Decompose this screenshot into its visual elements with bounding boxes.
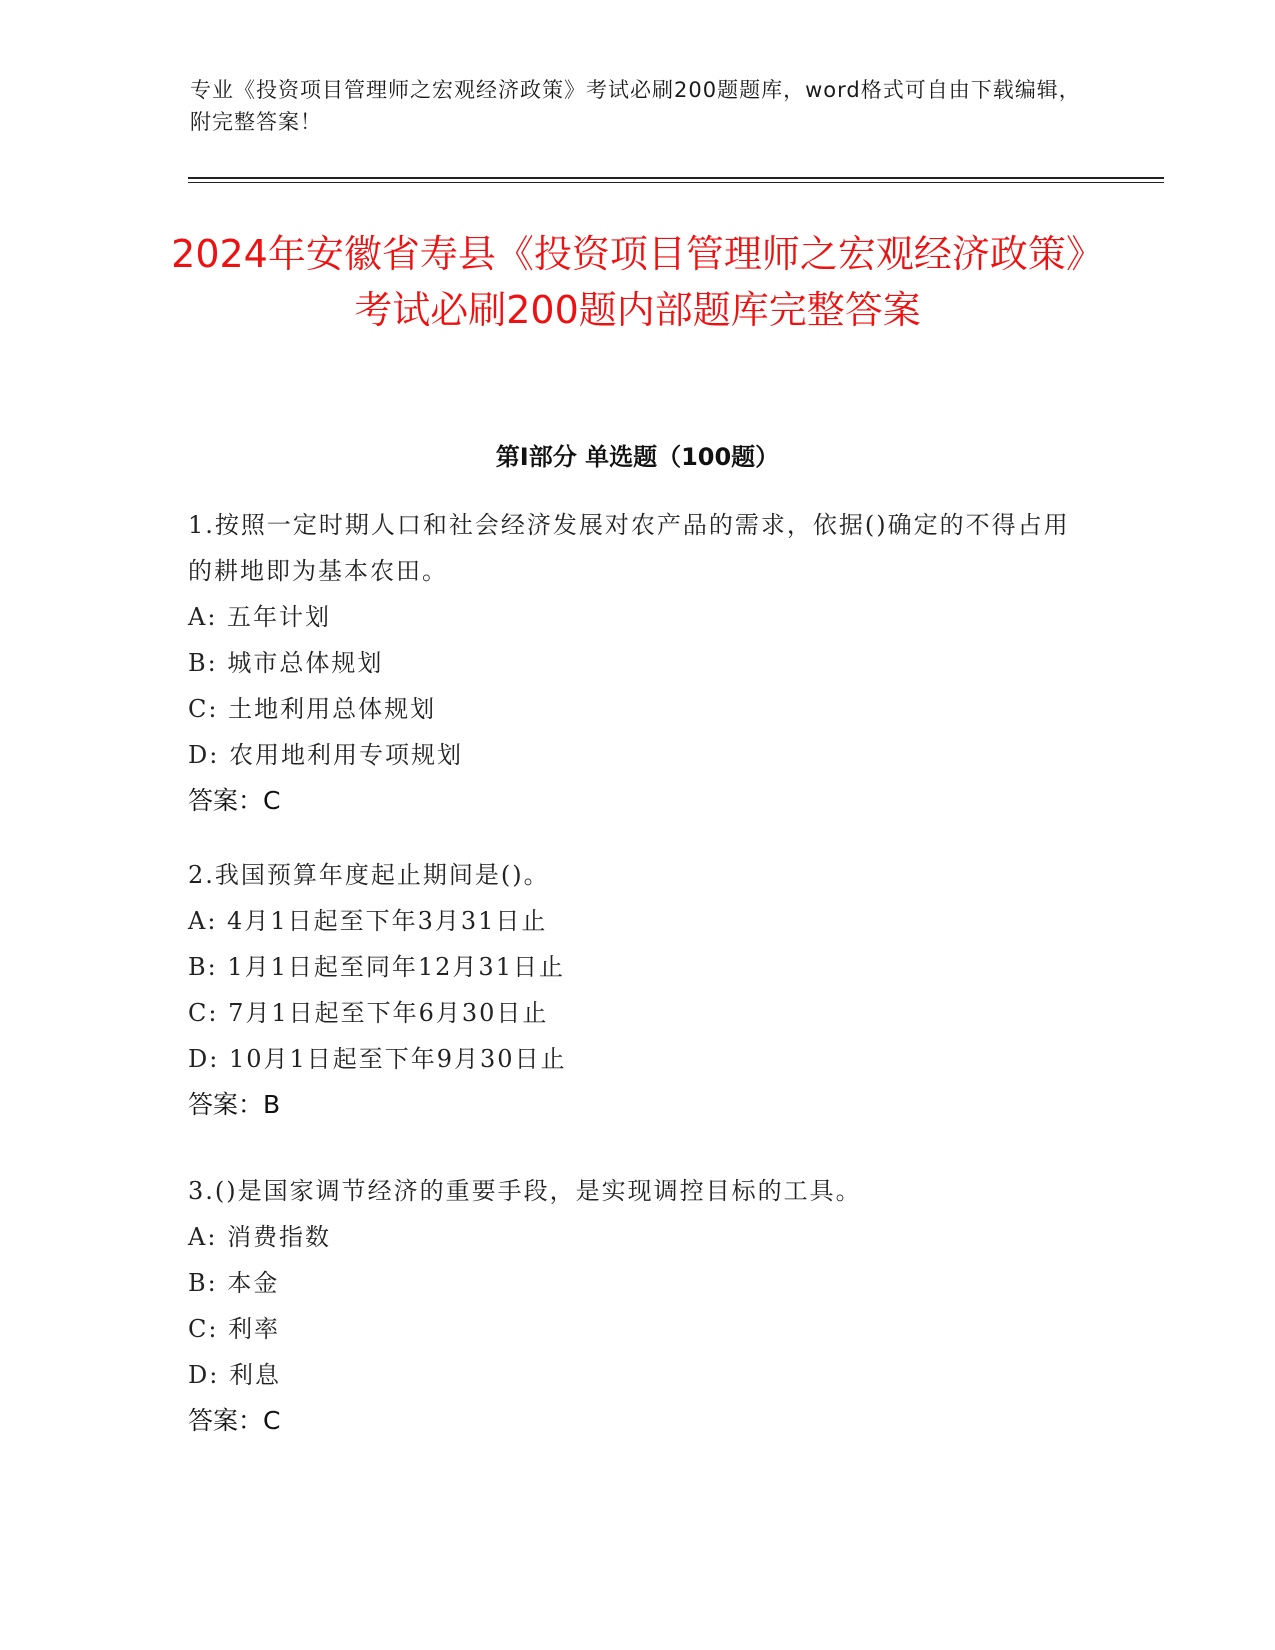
option-c: C: 利率 [188, 1315, 281, 1343]
answer: 答案：C [188, 786, 281, 815]
option-c: C: 7月1日起至下年6月30日止 [188, 999, 549, 1027]
question-1 [188, 502, 1088, 824]
question-stem: 2.我国预算年度起止期间是()。 [188, 861, 550, 889]
option-a: A: 4月1日起至下年3月31日止 [188, 907, 548, 935]
option-d: D: 农用地利用专项规划 [188, 741, 463, 769]
answer: 答案：B [188, 1090, 281, 1119]
question-3 [188, 1168, 1088, 1444]
option-a: A: 消费指数 [188, 1223, 332, 1251]
option-c: C: 土地利用总体规划 [188, 695, 437, 723]
option-d: D: 10月1日起至下年9月30日止 [188, 1045, 567, 1073]
option-b: B: 城市总体规划 [188, 649, 384, 677]
header-note: 专业《投资项目管理师之宏观经济政策》考试必刷200题题库，word格式可自由下载编辑，附完整答案！ [190, 78, 1081, 134]
document-title: 2024年安徽省寿县《投资项目管理师之宏观经济政策》考试必刷200题内部题库完整答案 [171, 232, 1104, 332]
question-stem: 3.()是国家调节经济的重要手段，是实现调控目标的工具。 [188, 1177, 862, 1205]
section-title: 第I部分 单选题（100题） [495, 443, 780, 471]
option-a: A: 五年计划 [188, 603, 332, 631]
header-divider-thin [188, 182, 1164, 183]
option-b: B: 本金 [188, 1269, 280, 1297]
answer: 答案：C [188, 1406, 281, 1435]
option-b: B: 1月1日起至同年12月31日止 [188, 953, 565, 981]
option-d: D: 利息 [188, 1361, 281, 1389]
question-stem: 1.按照一定时期人口和社会经济发展对农产品的需求，依据()确定的不得占用的耕地即为基本农田。 [188, 511, 1070, 585]
question-2 [188, 852, 1088, 1128]
header-divider [188, 177, 1164, 179]
